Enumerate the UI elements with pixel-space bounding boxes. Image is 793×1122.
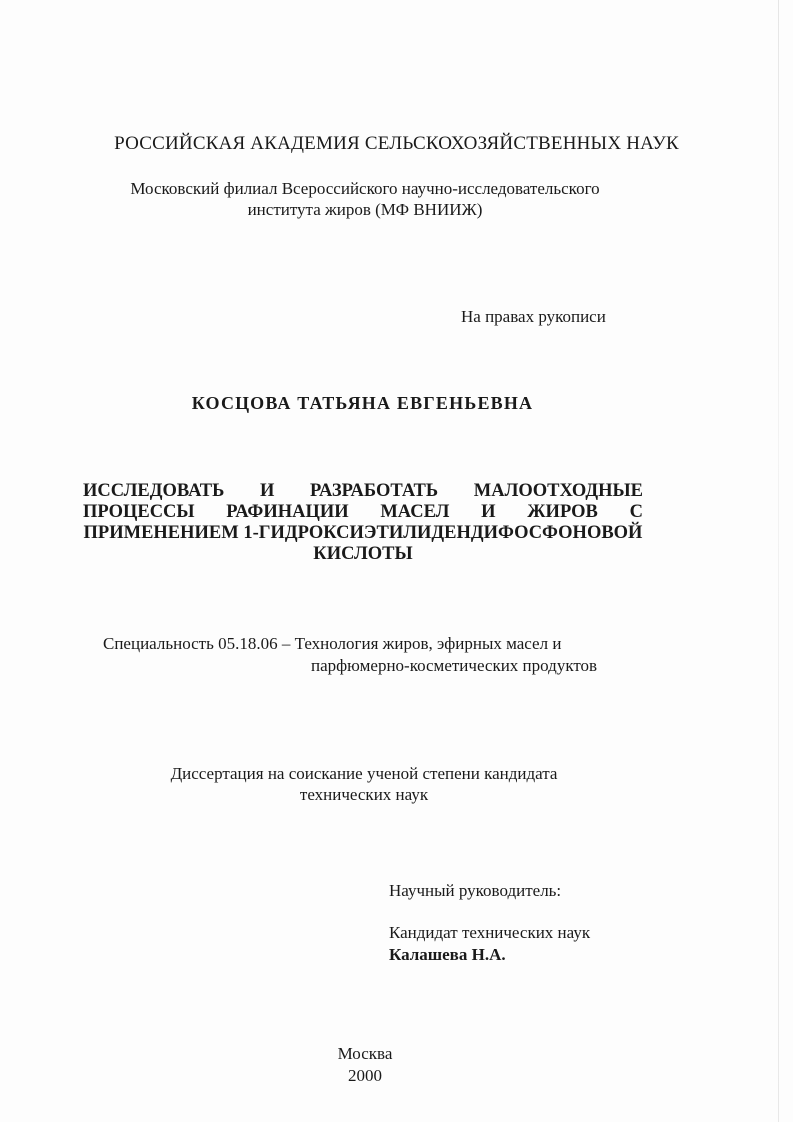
- dissertation-statement: [0, 763, 728, 805]
- title-word: ЖИРОВ: [527, 502, 598, 522]
- place-and-year: [0, 1043, 730, 1087]
- supervisor-name: Калашева Н.А.: [389, 945, 506, 964]
- title-word: И: [260, 481, 275, 501]
- title-word: ПРОЦЕССЫ: [83, 502, 195, 522]
- title-line-2: [83, 502, 643, 523]
- branch-line-1: Московский филиал Всероссийского научно-исследовательского: [130, 179, 600, 198]
- title-word: МАСЕЛ: [380, 502, 450, 522]
- manuscript-note: На правах рукописи: [461, 307, 606, 326]
- title-line-1: [83, 481, 643, 502]
- supervisor-role: Научный руководитель:: [389, 881, 562, 900]
- supervisor-degree: Кандидат технических наук: [389, 923, 591, 942]
- title-word: С: [629, 502, 643, 522]
- title-word: МАЛООТХОДНЫЕ: [473, 481, 643, 501]
- title-line-4: КИСЛОТЫ: [313, 544, 413, 564]
- academy-heading: РОССИЙСКАЯ АКАДЕМИЯ СЕЛЬСКОХОЗЯЙСТВЕННЫХ НАУК: [114, 133, 679, 154]
- speciality-line-2: парфюмерно-косметических продуктов: [311, 656, 598, 675]
- title-word: И: [481, 502, 496, 522]
- branch-name: [0, 178, 730, 220]
- year: 2000: [348, 1066, 382, 1085]
- scan-edge-line: [778, 0, 779, 1122]
- speciality-line-1: Специальность 05.18.06 – Технология жиров, эфирных масел и: [103, 634, 562, 653]
- title-word: РАФИНАЦИИ: [226, 502, 349, 522]
- dissertation-title: [83, 481, 643, 565]
- author-name: КОСЦОВА ТАТЬЯНА ЕВГЕНЬЕВНА: [191, 393, 534, 413]
- title-line-3: ПРИМЕНЕНИЕМ 1-ГИДРОКСИЭТИЛИДЕНДИФОСФОНОВОЙ: [83, 523, 643, 543]
- dissertation-line-1: Диссертация на соискание ученой степени кандидата: [170, 764, 558, 783]
- title-word: РАЗРАБОТАТЬ: [310, 481, 439, 501]
- dissertation-line-2: технических наук: [299, 785, 429, 804]
- city: Москва: [337, 1044, 393, 1063]
- branch-line-2: института жиров (МФ ВНИИЖ): [247, 200, 483, 219]
- title-word: ИССЛЕДОВАТЬ: [83, 481, 225, 501]
